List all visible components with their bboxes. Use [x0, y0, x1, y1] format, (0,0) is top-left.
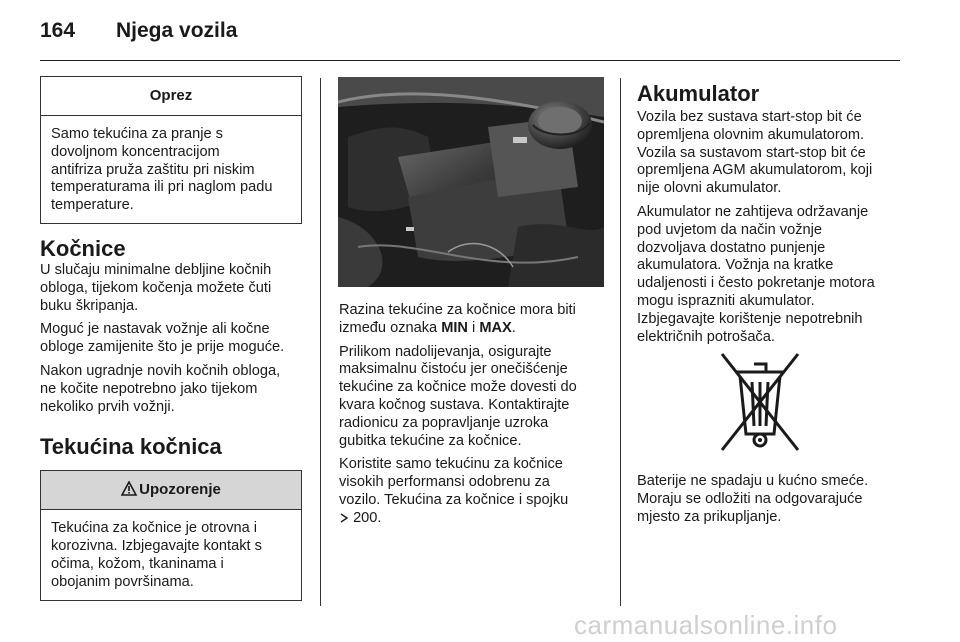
left-column	[40, 76, 302, 601]
page-reference-link[interactable]: 200.	[353, 509, 382, 526]
text-line: Koristite samo tekućinu za kočnice	[339, 456, 563, 473]
text-line: opremljena olovnim akumulatorom.	[637, 126, 865, 143]
middle-column	[339, 302, 609, 534]
text-line: ne kočite nepotrebno jako tijekom	[40, 380, 258, 397]
text-line: radionicu za popravljanje uzroka	[339, 414, 549, 431]
watermark: carmanualsonline.info	[574, 610, 838, 640]
text-line: između oznaka	[339, 319, 442, 336]
text-line: električnih potrošača.	[637, 328, 775, 345]
caution-line: temperaturama ili pri naglom padu	[51, 179, 273, 196]
text-line: maksimalnu čistoću jer onečišćenje	[339, 361, 568, 378]
brake-fluid-reservoir-photo	[338, 77, 604, 287]
text-line: tekućine za kočnice može dovesti do	[339, 379, 577, 396]
page-title: Njega vozila	[116, 19, 238, 42]
warning-line: Tekućina za kočnice je otrovna i	[51, 520, 258, 537]
text-line: Moraju se odložiti na odgovarajuće	[637, 490, 863, 507]
text-line: mjesto za prikupljanje.	[637, 508, 782, 525]
text-line: .	[511, 319, 516, 336]
text-line: Vozila bez sustava start-stop bit će	[637, 109, 862, 125]
caution-line: temperature.	[51, 197, 134, 214]
battery-paragraph	[637, 204, 901, 346]
page-reference-arrow-icon	[339, 510, 353, 526]
text-line: Vozila sa sustavom start-stop bit će	[637, 144, 866, 161]
brakes-paragraph	[40, 363, 302, 416]
page-number: 164	[40, 19, 76, 42]
header-rule	[40, 60, 900, 61]
text-line: dozvoljava dostatno punjenje	[637, 239, 826, 256]
text-line: i	[467, 319, 480, 336]
warning-body	[41, 510, 301, 599]
warning-triangle-icon	[121, 473, 137, 511]
column-divider-1	[320, 78, 321, 606]
disposal-paragraph	[637, 473, 901, 526]
battery-heading: Akumulator	[637, 81, 760, 106]
caution-title: Oprez	[41, 77, 301, 116]
text-line: udaljenosti i često pokretanje motora	[637, 275, 875, 292]
right-column	[637, 80, 901, 352]
brakes-paragraph	[40, 321, 302, 357]
caution-body	[41, 116, 301, 223]
crossed-out-bin-icon	[718, 350, 802, 456]
caution-line: antifriza pruža zaštitu pri niskim	[51, 161, 255, 178]
brakes-heading: Kočnice	[40, 235, 126, 261]
text-line: nekoliko prvih vožnji.	[40, 398, 175, 415]
text-line: opremljena AGM akumulatorom, koji	[637, 162, 873, 179]
warning-line: očima, kožom, tkaninama i	[51, 555, 224, 572]
text-line: Izbjegavajte korištenje nepotrebnih	[637, 310, 863, 327]
text-line: U slučaju minimalne debljine kočnih	[40, 261, 272, 278]
text-line: gubitka tekućine za kočnice.	[339, 432, 522, 449]
brakes-paragraph	[40, 262, 302, 315]
caution-box	[40, 76, 302, 224]
text-line: Razina tekućine za kočnice mora biti	[339, 302, 576, 318]
text-line: Baterije ne spadaju u kućno smeće.	[637, 473, 869, 489]
column-divider-2	[620, 78, 621, 606]
caution-line: Samo tekućina za pranje s	[51, 126, 223, 142]
text-line: kvara kočnog sustava. Kontaktirajte	[339, 396, 570, 413]
text-line: Akumulator ne zahtijeva održavanje	[637, 203, 869, 220]
fluid-level-paragraph	[339, 302, 609, 338]
warning-line: korozivna. Izbjegavajte kontakt s	[51, 538, 262, 555]
text-line: buku škripanja.	[40, 297, 139, 314]
warning-line: obojanim površinama.	[51, 573, 194, 590]
text-line: obloge zamijenite što je prije moguće.	[40, 339, 285, 356]
text-line: nije olovni akumulator.	[637, 180, 782, 197]
warning-title-bar	[41, 471, 301, 510]
brake-fluid-heading: Tekućina kočnica	[40, 434, 222, 460]
refill-paragraph	[339, 344, 609, 451]
min-mark: MIN	[441, 319, 468, 336]
text-line: visokih performansi odobrenu za	[339, 474, 550, 491]
max-mark: MAX	[479, 319, 512, 336]
caution-line: dovoljnom koncentracijom	[51, 143, 220, 160]
warning-box	[40, 470, 302, 600]
text-line: Moguć je nastavak vožnje ali kočne	[40, 321, 270, 338]
text-line: pod uvjetom da način vožnje	[637, 221, 822, 238]
battery-paragraph	[637, 109, 901, 198]
right-column-bottom	[637, 473, 901, 532]
text-line: Nakon ugradnje novih kočnih obloga,	[40, 362, 281, 379]
text-line: vozilo. Tekućina za kočnice i spojku	[339, 491, 569, 508]
text-line: Prilikom nadolijevanja, osigurajte	[339, 343, 552, 360]
fluid-type-paragraph	[339, 456, 609, 527]
text-line: obloga, tijekom kočenja možete čuti	[40, 279, 272, 296]
text-line: akumulatora. Vožnja na kratke	[637, 257, 834, 274]
text-line: mogu isprazniti akumulator.	[637, 292, 815, 309]
warning-title: Upozorenje	[139, 481, 221, 499]
